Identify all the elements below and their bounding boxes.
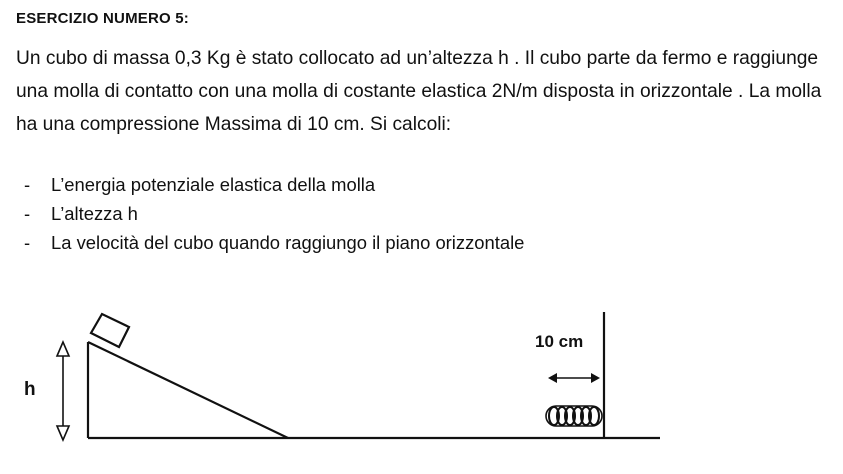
spring	[546, 406, 602, 426]
list-item	[18, 228, 524, 257]
compression-arrow-left-icon	[548, 373, 557, 383]
questions-list	[18, 170, 524, 257]
list-item	[18, 199, 524, 228]
incline-slope	[88, 342, 288, 438]
exercise-title: ESERCIZIO NUMERO 5:	[16, 10, 189, 27]
bullet-dash: -	[24, 232, 31, 253]
compression-arrow-right-icon	[591, 373, 600, 383]
bullet-dash: -	[24, 203, 31, 224]
height-arrow-down-icon	[57, 426, 69, 440]
question-text: L’energia potenziale elastica della molla	[51, 174, 376, 195]
physics-diagram	[0, 290, 843, 474]
height-arrow-up-icon	[57, 342, 69, 356]
bullet-dash: -	[24, 174, 31, 195]
list-item	[18, 170, 524, 199]
compression-label: 10 cm	[535, 332, 584, 351]
height-label: h	[24, 379, 36, 400]
cube	[91, 314, 129, 347]
question-text: La velocità del cubo quando raggiungo il piano orizzontale	[51, 232, 525, 253]
exercise-text: Un cubo di massa 0,3 Kg è stato collocato ad un’altezza h . Il cubo parte da fermo e raggiunge una molla di contatto con una molla di costante elastica 2N/m disposta in orizzontale . La molla ha una compressione Massima di 10 cm. Si calcoli:	[16, 48, 822, 135]
question-text: L’altezza h	[51, 203, 138, 224]
